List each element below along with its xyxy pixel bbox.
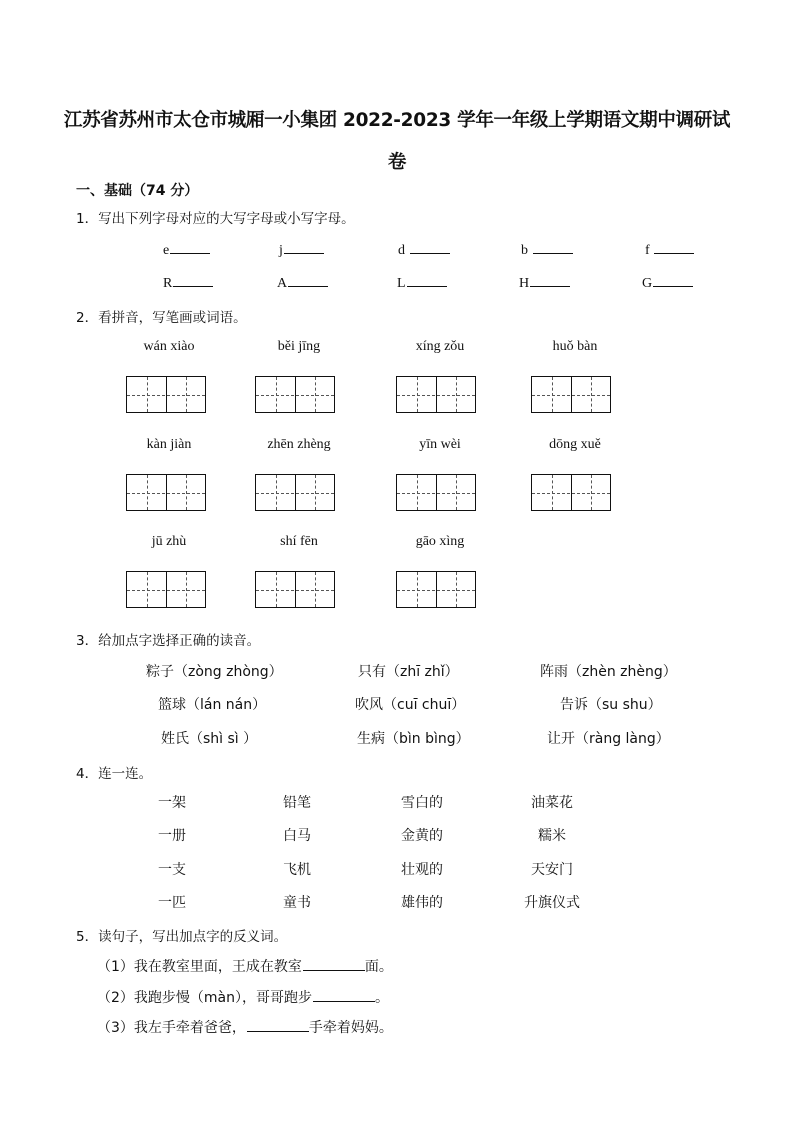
question-5-prompt: 5．读句子，写出加点字的反义词。 [76,929,288,945]
match-item[interactable]: 一支 [158,862,186,878]
match-item[interactable]: 一架 [158,795,186,811]
letter: f [645,243,650,258]
pinyin-label: huǒ bàn [552,339,598,354]
reading-choice[interactable]: 生病（bìn bìng） [357,731,470,747]
reading-choice[interactable]: 让开（ràng làng） [547,731,670,747]
answer-blank[interactable] [410,241,450,254]
match-item[interactable]: 糯米 [538,828,566,844]
match-item[interactable]: 白马 [283,828,311,844]
page-title: 江苏省苏州市太仓市城厢一小集团 2022-2023 学年一年级上学期语文期中调研试 [63,110,731,131]
question-4-prompt: 4．连一连。 [76,766,153,782]
letter-item [163,274,213,292]
reading-choice[interactable]: 吹风（cuī chuī） [355,697,466,713]
writing-grid[interactable] [396,474,476,511]
pinyin-label: běi jīng [277,339,321,354]
letter: H [519,276,530,291]
writing-grid[interactable] [126,571,206,608]
sentence-3 [97,1017,393,1037]
match-item[interactable]: 童书 [283,895,311,911]
reading-choice[interactable]: 阵雨（zhèn zhèng） [540,664,677,680]
match-item[interactable]: 一匹 [158,895,186,911]
letter: d [398,243,405,258]
answer-blank[interactable] [284,241,324,254]
pinyin-label: xíng zǒu [415,339,465,354]
writing-grid[interactable] [396,571,476,608]
question-2-prompt: 2．看拼音，写笔画或词语。 [76,310,247,326]
letter-item [521,241,573,259]
section-heading: 一、基础（74 分） [76,183,199,199]
answer-blank[interactable] [313,989,375,1002]
pinyin-label: kàn jiàn [146,437,192,452]
writing-grid[interactable] [255,474,335,511]
question-1-prompt: 1．写出下列字母对应的大写字母或小写字母。 [76,211,355,227]
question-3-prompt: 3．给加点字选择正确的读音。 [76,633,261,649]
letter: e [163,243,170,258]
pinyin-label: wán xiào [143,339,195,354]
writing-grid[interactable] [126,376,206,413]
writing-grid[interactable] [531,376,611,413]
match-item[interactable]: 雄伟的 [401,895,443,911]
answer-blank[interactable] [533,241,573,254]
letter-item [397,274,447,292]
letter-item [519,274,570,292]
sentence-1 [97,956,393,976]
sentence-text: （1）我在教室里面，王成在教室 [97,959,302,975]
letter-item [163,241,210,259]
pinyin-label: shí fēn [280,534,318,549]
letter-item [398,241,450,259]
answer-blank[interactable] [653,274,693,287]
pinyin-label: gāo xìng [415,534,465,549]
answer-blank[interactable] [654,241,694,254]
letter-item [645,241,694,259]
sentence-text: （2）我跑步慢（màn），哥哥跑步 [97,990,312,1006]
writing-grid[interactable] [255,376,335,413]
writing-grid[interactable] [396,376,476,413]
match-item[interactable]: 雪白的 [401,795,443,811]
reading-choice[interactable]: 告诉（su shu） [560,697,662,713]
letter: G [642,276,653,291]
letter: L [397,276,406,291]
letter: b [521,243,528,258]
match-item[interactable]: 金黄的 [401,828,443,844]
answer-blank[interactable] [247,1019,309,1032]
answer-blank[interactable] [530,274,570,287]
match-item[interactable]: 壮观的 [401,862,443,878]
answer-blank[interactable] [407,274,447,287]
pinyin-label: jū zhù [151,534,187,549]
answer-blank[interactable] [303,958,365,971]
match-item[interactable]: 油菜花 [531,795,573,811]
writing-grid[interactable] [255,571,335,608]
sentence-2 [97,987,389,1007]
letter: j [279,243,283,258]
reading-choice[interactable]: 篮球（lán nán） [158,697,267,713]
pinyin-label: yīn wèi [419,437,461,452]
answer-blank[interactable] [288,274,328,287]
letter: A [277,276,288,291]
sentence-text: 。 [375,990,389,1006]
answer-blank[interactable] [170,241,210,254]
reading-choice[interactable]: 只有（zhī zhǐ） [358,664,459,680]
answer-blank[interactable] [173,274,213,287]
pinyin-label: zhēn zhèng [267,437,331,452]
letter: R [163,276,173,291]
match-item[interactable]: 飞机 [283,862,311,878]
writing-grid[interactable] [531,474,611,511]
match-item[interactable]: 天安门 [531,862,573,878]
letter-item [279,241,324,259]
match-item[interactable]: 铅笔 [283,795,311,811]
letter-item [642,274,693,292]
letter-item [277,274,328,292]
page-title-continued: 卷 [387,152,407,173]
sentence-text: 面。 [364,959,393,975]
match-item[interactable]: 升旗仪式 [524,895,580,911]
reading-choice[interactable]: 粽子（zòng zhòng） [146,664,283,680]
sentence-text: （3）我左手牵着爸爸， [97,1020,246,1036]
writing-grid[interactable] [126,474,206,511]
pinyin-label: dōng xuě [549,437,601,452]
reading-choice[interactable]: 姓氏（shì sì ） [161,731,258,747]
match-item[interactable]: 一册 [158,828,186,844]
sentence-text: 手牵着妈妈。 [308,1020,393,1036]
